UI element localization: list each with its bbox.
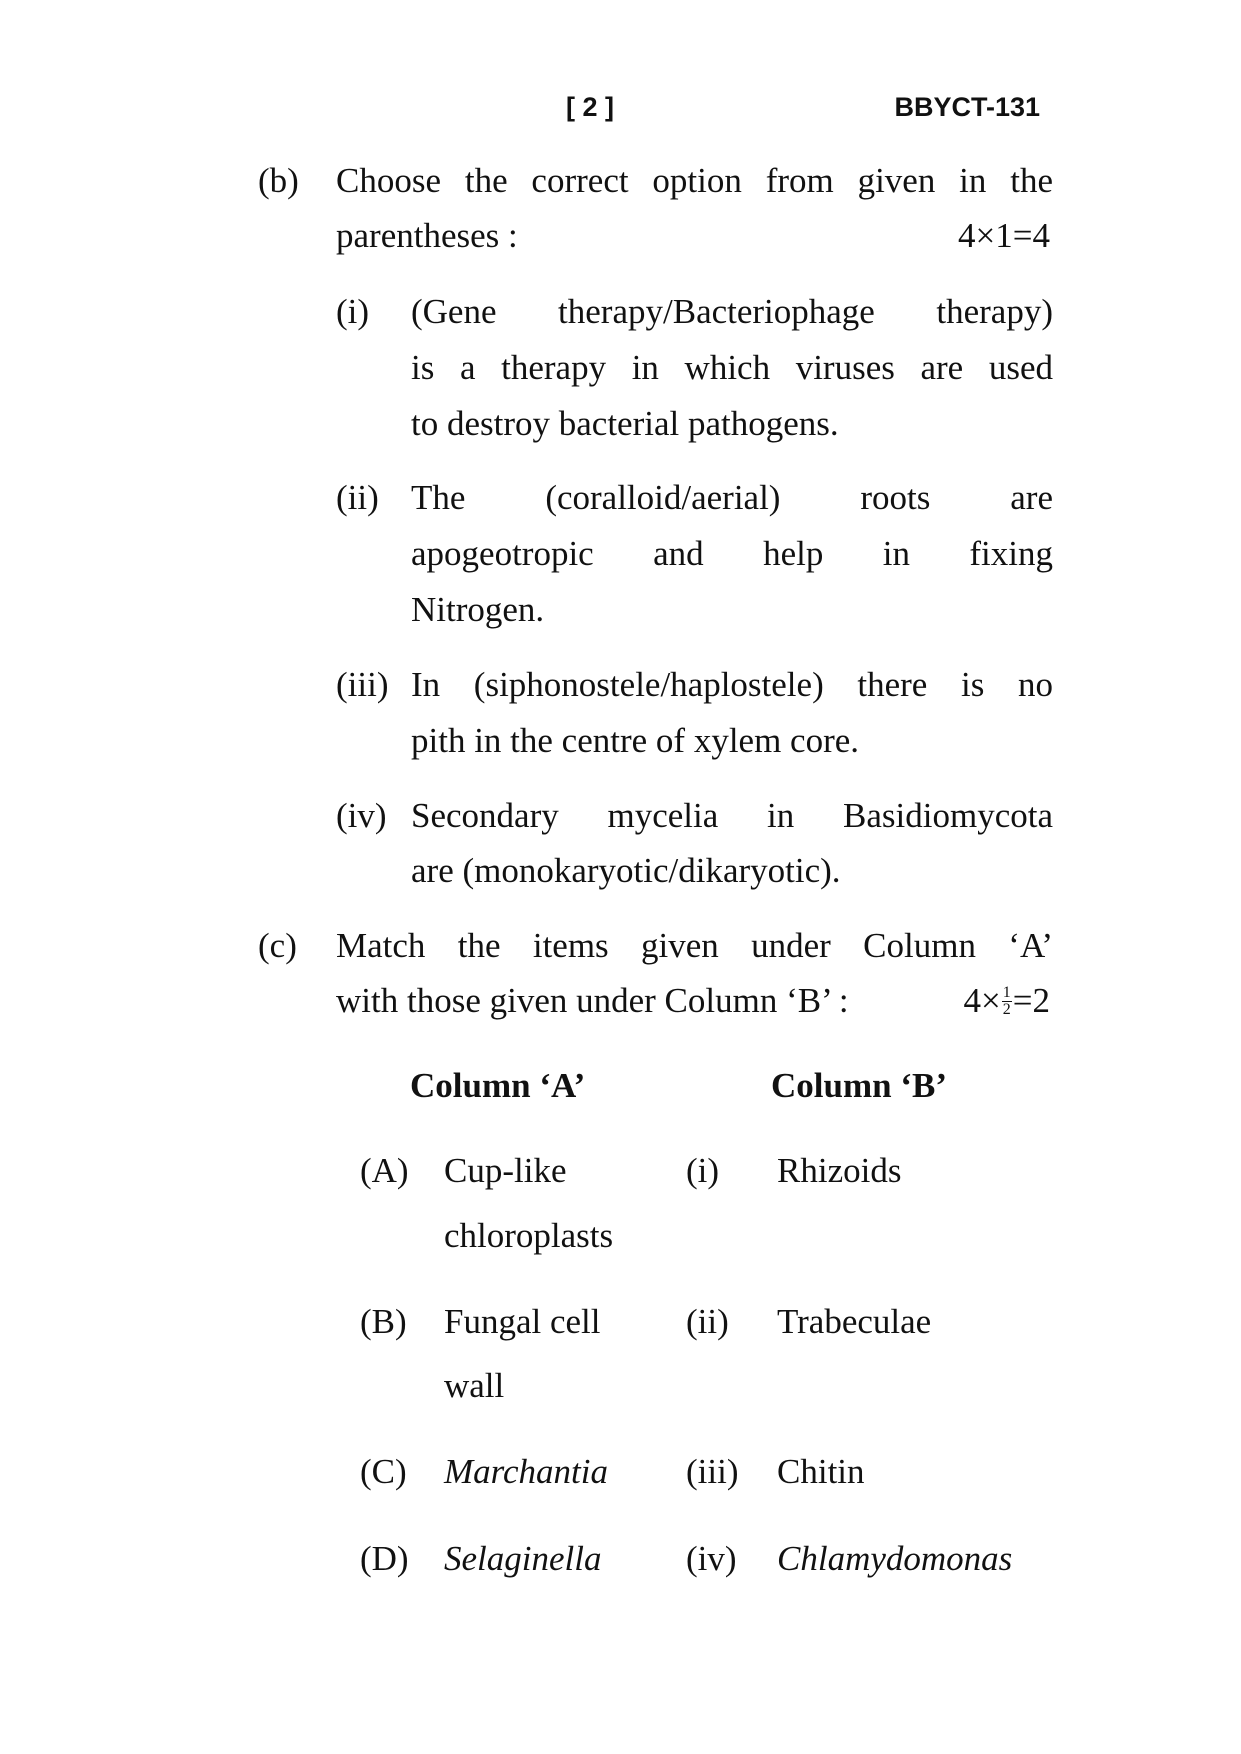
item-label: (i) bbox=[336, 292, 370, 331]
row-a-text: Fungal cell bbox=[444, 1302, 601, 1341]
row-b-label: (iii) bbox=[686, 1452, 739, 1491]
row-b-text: Rhizoids bbox=[777, 1151, 902, 1190]
row-a-text-cont: wall bbox=[444, 1366, 505, 1405]
row-b-label: (i) bbox=[686, 1151, 720, 1190]
row-a-label: (B) bbox=[360, 1302, 407, 1341]
item-line: In (siphonostele/haplostele) there is no bbox=[411, 665, 1053, 704]
row-b-label: (iv) bbox=[686, 1539, 737, 1578]
item-line: Secondary mycelia in Basidiomycota bbox=[411, 796, 1053, 835]
item-line: is a therapy in which viruses are used bbox=[411, 348, 1053, 387]
row-a-label: (D) bbox=[360, 1539, 409, 1578]
row-b-text: Chlamydomonas bbox=[777, 1539, 1013, 1578]
row-a-label: (A) bbox=[360, 1151, 409, 1190]
marks-prefix: 4× bbox=[963, 981, 1001, 1020]
row-a-text: Selaginella bbox=[444, 1539, 602, 1578]
question-b-instruction-line2: parentheses : bbox=[336, 216, 518, 255]
column-b-header: Column ‘B’ bbox=[771, 1066, 947, 1105]
question-c-instruction-line2: with those given under Column ‘B’ : bbox=[336, 981, 849, 1020]
column-a-header: Column ‘A’ bbox=[410, 1066, 586, 1105]
question-b-instruction-line1: Choose the correct option from given in the bbox=[336, 161, 1053, 200]
marks-fraction: $\frac{1}{2}$ bbox=[1002, 984, 1011, 1019]
item-line: are (monokaryotic/dikaryotic). bbox=[411, 851, 841, 890]
row-b-text: Chitin bbox=[777, 1452, 865, 1491]
course-code: BBYCT-131 bbox=[894, 92, 1040, 122]
question-c-label: (c) bbox=[258, 926, 297, 965]
row-b-label: (ii) bbox=[686, 1302, 729, 1341]
row-a-label: (C) bbox=[360, 1452, 407, 1491]
question-c-marks bbox=[964, 983, 1051, 1020]
question-b-marks: 4×1=4 bbox=[958, 216, 1050, 255]
marks-suffix: =2 bbox=[1012, 981, 1050, 1020]
question-c-instruction-line1: Match the items given under Column ‘A’ bbox=[336, 926, 1053, 965]
item-label: (iv) bbox=[336, 796, 387, 835]
item-line: Nitrogen. bbox=[411, 590, 545, 629]
item-line: The (coralloid/aerial) roots are bbox=[411, 478, 1053, 517]
row-a-text: Cup-like bbox=[444, 1151, 567, 1190]
item-line: apogeotropic and help in fixing bbox=[411, 534, 1053, 573]
question-b-label: (b) bbox=[258, 161, 299, 200]
item-label: (ii) bbox=[336, 478, 379, 517]
item-line: to destroy bacterial pathogens. bbox=[411, 404, 839, 443]
row-a-text: Marchantia bbox=[444, 1452, 608, 1491]
item-line: pith in the centre of xylem core. bbox=[411, 721, 860, 760]
page-number: [ 2 ] bbox=[566, 92, 615, 122]
row-a-text-cont: chloroplasts bbox=[444, 1216, 614, 1255]
item-label: (iii) bbox=[336, 665, 389, 704]
item-line: (Gene therapy/Bacteriophage therapy) bbox=[411, 292, 1053, 331]
row-b-text: Trabeculae bbox=[777, 1302, 932, 1341]
